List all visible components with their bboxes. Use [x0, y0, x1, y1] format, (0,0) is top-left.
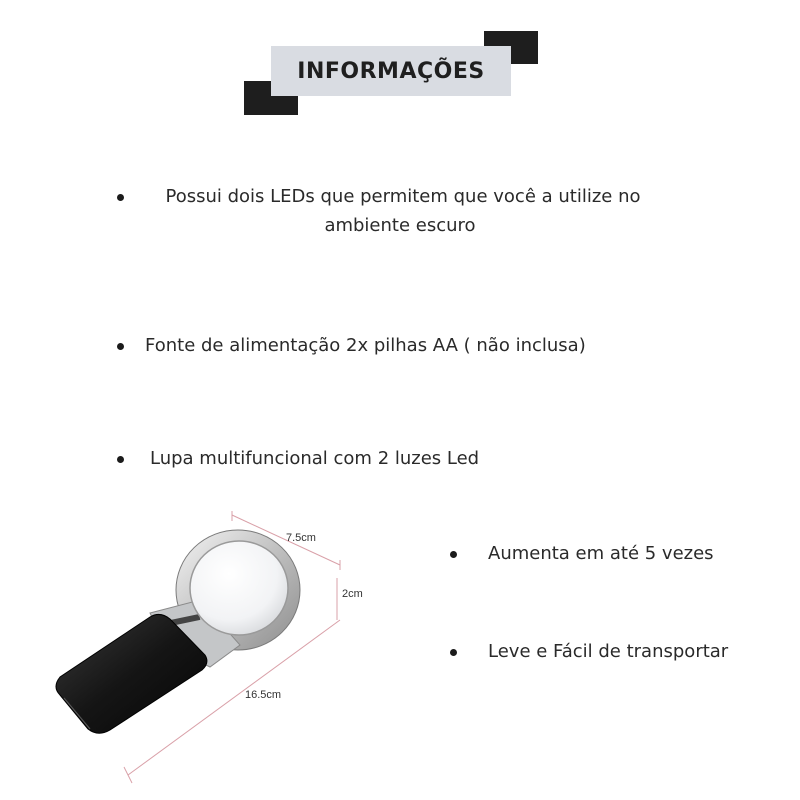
lens-glass [190, 541, 288, 635]
feature-4: Aumenta em até 5 vezes [488, 543, 714, 564]
feature-1-line-2: ambiente escuro [324, 215, 476, 236]
dimension-tick [124, 767, 132, 783]
feature-5: Leve e Fácil de transportar [488, 641, 729, 662]
feature-3: Lupa multifuncional com 2 luzes Led [150, 448, 480, 469]
magnifier-icon [40, 505, 420, 790]
header-banner [0, 0, 800, 130]
product-image [40, 505, 420, 790]
dimension-width-label: 7.5cm [286, 532, 316, 544]
feature-1-line-1: Possui dois LEDs que permitem que você a utilize no [165, 186, 641, 207]
page-title: INFORMAÇÕES [297, 58, 485, 84]
bullet-dot [450, 551, 457, 558]
feature-2: Fonte de alimentação 2x pilhas AA ( não inclusa) [145, 335, 586, 356]
title-box [271, 46, 511, 96]
dimension-length-label: 16.5cm [245, 689, 282, 701]
bullet-dot [117, 343, 124, 350]
dimension-thickness-label: 2cm [342, 588, 363, 600]
bullet-dot [117, 456, 124, 463]
bullet-dot [450, 649, 457, 656]
